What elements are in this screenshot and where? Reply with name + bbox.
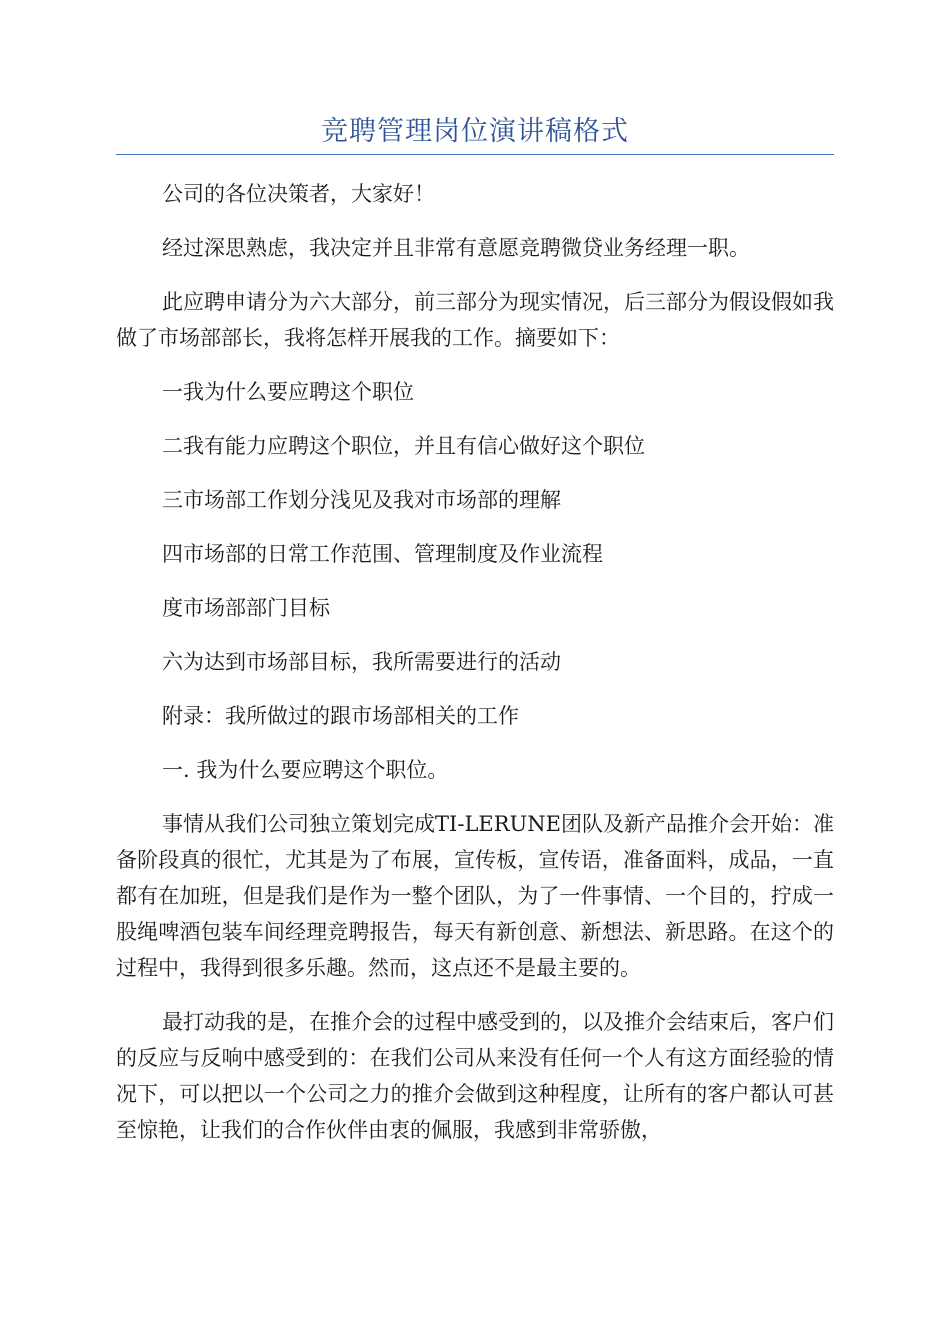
paragraph-intent: 经过深思熟虑，我决定并且非常有意愿竞聘微贷业务经理一职。 xyxy=(162,236,750,260)
section-heading-1: 一. 我为什么要应聘这个职位。 xyxy=(162,758,449,782)
paragraph-story: 事情从我们公司独立策划完成TI-LERUNE团队及新产品推介会开始：准备阶段真的很忙，尤其是为了布展，宣传板，宣传语，准备面料，成品，一直都有在加班，但是我们是作为一整个团队，为了一件事情、一个目的，拧成一股绳啤酒包装车间经理竞聘报告，每天有新创意、新想法、新思路。在这个的过程中，我得到很多乐趣。然而，这点还不是最主要的。 xyxy=(116,812,834,980)
outline-appendix: 附录：我所做过的跟市场部相关的工作 xyxy=(162,704,519,728)
outline-item-4: 四市场部的日常工作范围、管理制度及作业流程 xyxy=(162,542,603,566)
outline-item-3: 三市场部工作划分浅见及我对市场部的理解 xyxy=(162,488,561,512)
paragraph-greeting: 公司的各位决策者，大家好！ xyxy=(162,182,435,206)
document-body xyxy=(116,176,834,1166)
paragraph-motivation: 最打动我的是，在推介会的过程中感受到的，以及推介会结束后，客户们的反应与反响中感受到的：在我们公司从来没有任何一个人有这方面经验的情况下，可以把以一个公司之力的推介会做到这种程度，让所有的客户都认可甚至惊艳，让我们的合作伙伴由衷的佩服，我感到非常骄傲， xyxy=(116,1010,834,1142)
outline-item-1: 一我为什么要应聘这个职位 xyxy=(162,380,414,404)
title-underline xyxy=(116,154,834,155)
outline-item-5: 度市场部部门目标 xyxy=(162,596,330,620)
page-title: 竞聘管理岗位演讲稿格式 xyxy=(321,116,629,147)
paragraph-outline-intro: 此应聘申请分为六大部分，前三部分为现实情况，后三部分为假设假如我做了市场部部长，我将怎样开展我的工作。摘要如下： xyxy=(116,290,834,350)
outline-item-2: 二我有能力应聘这个职位，并且有信心做好这个职位 xyxy=(162,434,645,458)
outline-item-6: 六为达到市场部目标，我所需要进行的活动 xyxy=(162,650,561,674)
